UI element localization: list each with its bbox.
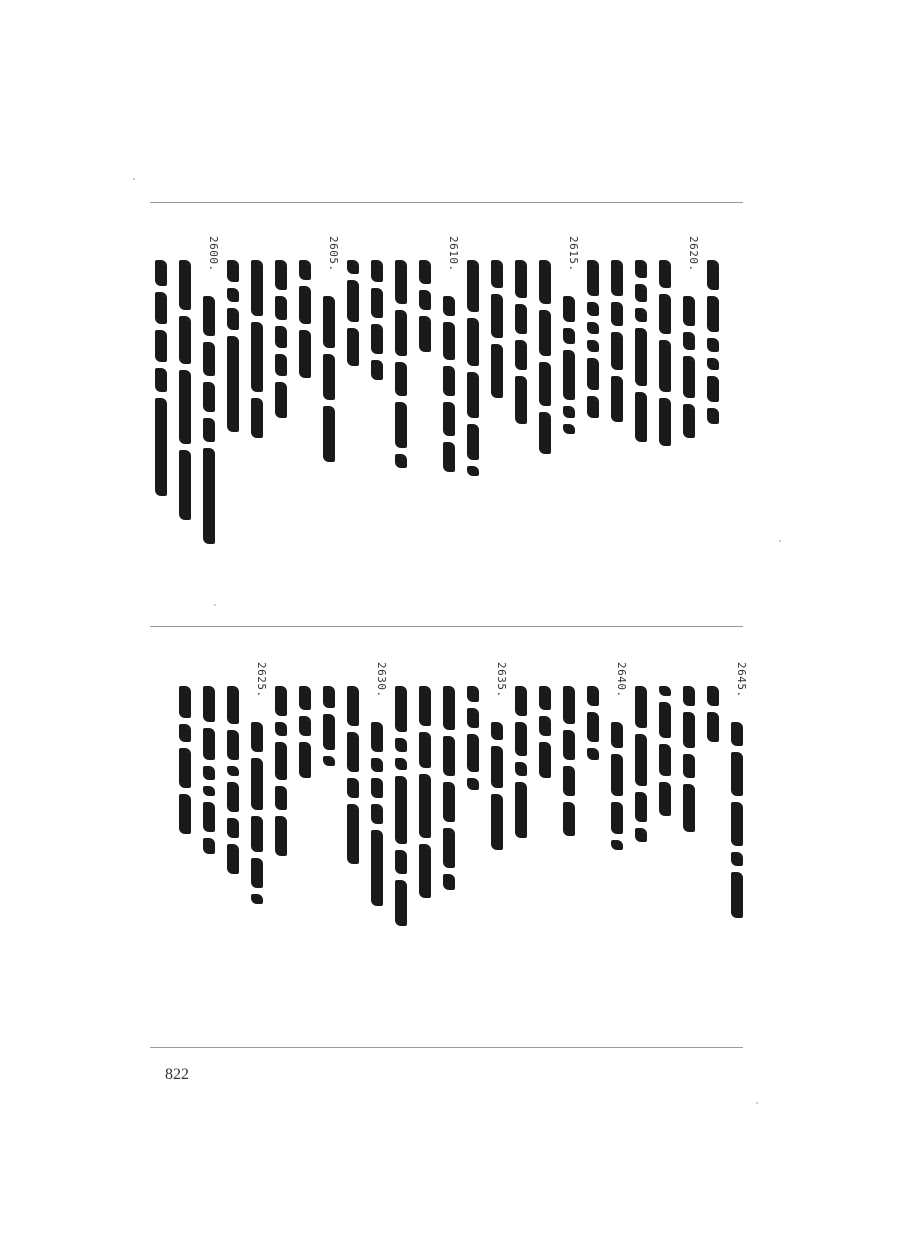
script-column: [462, 662, 484, 922]
scan-speck: [214, 604, 216, 606]
verse-line: [366, 662, 388, 922]
script-column: [342, 662, 364, 922]
bottom-verse-block: [150, 662, 748, 922]
scan-speck: [756, 1102, 758, 1104]
script-column: [702, 236, 724, 506]
script-column: [414, 236, 436, 506]
bottom-rule: [150, 1047, 743, 1048]
script-column: [414, 662, 436, 922]
verse-line: [726, 662, 748, 922]
verse-line: [678, 236, 700, 506]
verse-number: 2640.: [615, 662, 628, 698]
script-column: [270, 236, 292, 506]
script-column: [366, 236, 388, 506]
script-column: [534, 662, 556, 922]
script-column: [582, 662, 604, 922]
verse-number: 2635.: [495, 662, 508, 698]
verse-line: [246, 662, 268, 922]
verse-number: 2610.: [447, 236, 460, 272]
script-column: [582, 236, 604, 506]
script-column: [222, 662, 244, 922]
script-column: [294, 236, 316, 506]
script-column: [654, 662, 676, 922]
verse-line: [198, 236, 220, 506]
script-column: [654, 236, 676, 506]
script-column: [534, 236, 556, 506]
middle-rule: [150, 626, 743, 627]
script-column: [390, 662, 412, 922]
script-column: [558, 662, 580, 922]
script-column: [462, 236, 484, 506]
script-column: [390, 236, 412, 506]
script-column: [150, 236, 172, 506]
script-column: [270, 662, 292, 922]
scan-speck: [133, 178, 135, 180]
script-column: [318, 662, 340, 922]
script-column: [486, 236, 508, 506]
scan-speck: [779, 540, 781, 542]
script-column: [246, 236, 268, 506]
script-column: [510, 236, 532, 506]
script-column: [174, 236, 196, 506]
verse-number: 2615.: [567, 236, 580, 272]
verse-number: 2645.: [735, 662, 748, 698]
verse-number: 2630.: [375, 662, 388, 698]
script-column: [174, 662, 196, 922]
verse-line: [486, 662, 508, 922]
top-verse-block: [150, 236, 743, 506]
script-column: [294, 662, 316, 922]
script-column: [222, 236, 244, 506]
script-column: [342, 236, 364, 506]
verse-line: [318, 236, 340, 506]
script-column: [606, 236, 628, 506]
verse-number: 2600.: [207, 236, 220, 272]
page-number: 822: [165, 1066, 189, 1083]
script-column: [438, 662, 460, 922]
verse-number: 2620.: [687, 236, 700, 272]
script-column: [630, 236, 652, 506]
verse-line: [438, 236, 460, 506]
verse-number: 2625.: [255, 662, 268, 698]
script-column: [198, 662, 220, 922]
script-column: [678, 662, 700, 922]
verse-number: 2605.: [327, 236, 340, 272]
top-rule: [150, 202, 743, 203]
script-column: [630, 662, 652, 922]
verse-line: [558, 236, 580, 506]
script-column: [702, 662, 724, 922]
verse-line: [606, 662, 628, 922]
script-column: [510, 662, 532, 922]
